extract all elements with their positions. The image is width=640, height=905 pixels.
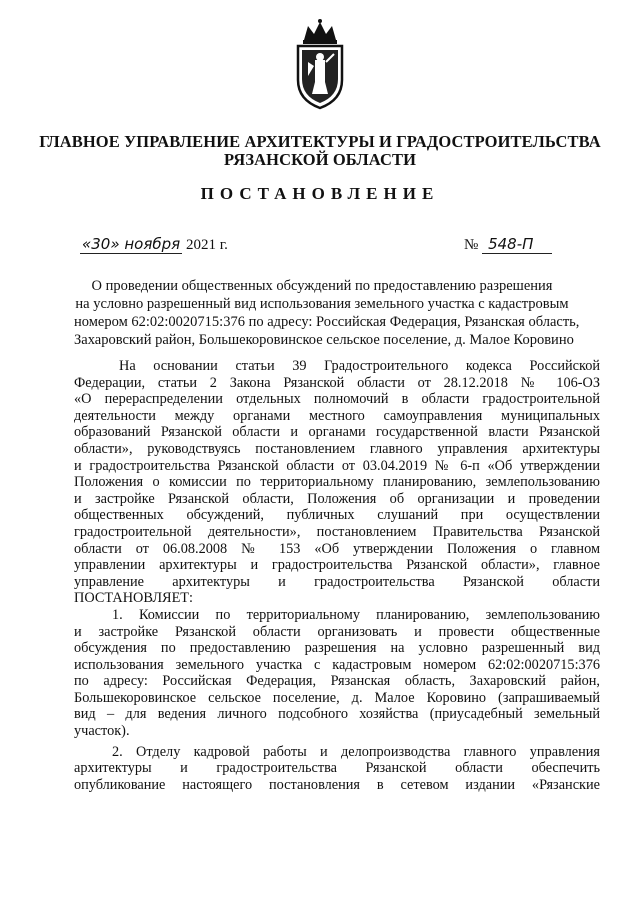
item-line: по адресу: Российская Федерация, Рязанская область, Захаровский район,: [74, 673, 600, 690]
item-line: участок).: [74, 723, 130, 740]
preamble-line: «О перераспределении отдельных полномочий в области градостроительной: [74, 391, 600, 408]
number-handwritten: 548-П: [482, 235, 552, 254]
preamble-line: общественных обсуждений, публичных слушаний при осуществлении: [74, 507, 600, 524]
preamble: [74, 358, 600, 590]
coat-of-arms-icon: [290, 18, 350, 110]
item-line: 1. Комиссии по территориальному планированию, землепользованию: [112, 606, 600, 623]
title-line: О проведении общественных обсуждений по предоставлению разрешения: [91, 278, 553, 294]
preamble-line: управлении архитектуры и градостроительства Рязанской области», главное: [74, 557, 600, 574]
item-line: Большекоровинское сельское поселение, д. Малое Коровино (запрашиваемый: [74, 689, 600, 706]
preamble-line: деятельности между органами местного самоуправления муниципальных: [74, 407, 600, 424]
preamble-line: управление архитектуры и градостроительства Рязанской области: [74, 573, 600, 590]
item-1: [74, 607, 600, 740]
preamble-line: и застройке Рязанской области, Положения об организации и проведении: [74, 490, 600, 507]
document-number: [464, 235, 552, 254]
resolves-heading: ПОСТАНОВЛЯЕТ:: [74, 590, 194, 607]
item-line: опубликование настоящего постановления в сетевом издании «Рязанские: [74, 776, 600, 793]
item-line: обсуждения по предоставлению разрешения на условно разрешенный вид: [74, 640, 600, 657]
item-line: и застройке Рязанской области организовать и провести общественные: [74, 623, 600, 640]
item-line: 2. Отделу кадровой работы и делопроизводства главного управления: [112, 743, 600, 760]
organization-name-line1: ГЛАВНОЕ УПРАВЛЕНИЕ АРХИТЕКТУРЫ И ГРАДОСТРОИТЕЛЬСТВА: [39, 132, 601, 151]
item-2: [74, 744, 600, 794]
number-prefix: №: [464, 237, 479, 253]
item-line: вид – для ведения личного подсобного хозяйства (приусадебный земельный: [74, 706, 600, 723]
date-handwritten: «30» ноября: [82, 235, 181, 253]
document-body: [74, 358, 600, 793]
preamble-line: области», руководствуясь постановлением главного управления архитектуры: [74, 440, 600, 457]
title-line: номером 62:02:0020715:376 по адресу: Российская Федерация, Рязанская область,: [74, 314, 580, 330]
title-line: на условно разрешенный вид использования земельного участка с кадастровым: [75, 296, 569, 312]
document-date: [80, 235, 228, 254]
preamble-line: и градостроительства Рязанской области от 03.04.2019 № 6-п «Об утверждении: [74, 457, 600, 474]
preamble-line: образований Рязанской области и органами государственной власти Рязанской: [74, 424, 600, 441]
title-line: Захаровский район, Большекоровинское сельское поселение, д. Малое Коровино: [74, 332, 574, 348]
item-line: архитектуры и градостроительства Рязанской области обеспечить: [74, 760, 600, 777]
preamble-line: Положения о комиссии по территориальному планированию, землепользованию: [74, 474, 600, 491]
document-type: ПОСТАНОВЛЕНИЕ: [200, 184, 440, 203]
preamble-line: градостроительной деятельности», постановлением Правительства Рязанской: [74, 523, 600, 540]
organization-name-line2: РЯЗАНСКОЙ ОБЛАСТИ: [223, 150, 417, 169]
preamble-line: На основании статьи 39 Градостроительного кодекса Российской: [119, 358, 600, 374]
document-title: [74, 277, 580, 349]
preamble-line: области от 06.08.2008 № 153 «Об утверждении Положения о главном: [74, 540, 600, 557]
preamble-line: Федерации, статьи 2 Закона Рязанской области от 28.12.2018 № 106-ОЗ: [74, 374, 600, 391]
item-line: использования земельного участка с кадастровым номером 62:02:0020715:376: [74, 656, 600, 673]
date-year: 2021 г.: [185, 237, 228, 253]
